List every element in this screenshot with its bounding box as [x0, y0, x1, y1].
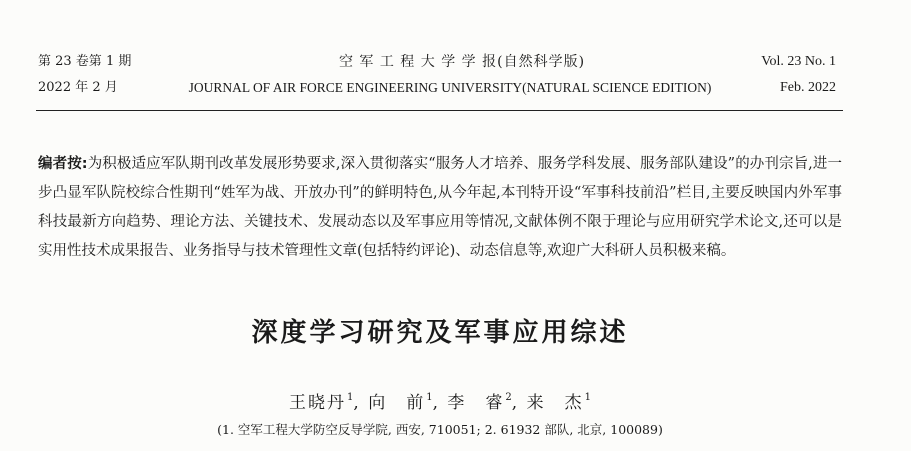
author-name: 李 睿 [447, 393, 505, 413]
author-separator: , [511, 393, 520, 413]
article-title: 深度学习研究及军事应用综述 [251, 318, 629, 348]
date-cn: 2022 年 2 月 [38, 80, 118, 95]
author-separator: , [353, 393, 361, 413]
author-affil-mark: 1 [347, 392, 354, 403]
author-affil-mark: 2 [505, 392, 512, 403]
journal-name-cn: 空 军 工 程 大 学 学 报(自然科学版) [338, 54, 586, 70]
journal-name-en: JOURNAL OF AIR FORCE ENGINEERING UNIVERSITY(NATURAL SCIENCE EDITION) [188, 80, 712, 95]
author-affil-mark: 1 [584, 392, 591, 403]
editor-note [38, 150, 842, 266]
date-en: Feb. 2022 [780, 80, 836, 95]
author-name: 王晓丹 [289, 393, 347, 413]
volume-issue-en: Vol. 23 No. 1 [761, 54, 836, 69]
editor-note-label: 编者按: [38, 156, 88, 172]
author-name: 来 杰 [526, 393, 584, 413]
header-rule [36, 110, 843, 111]
author-name: 向 前 [368, 393, 426, 413]
author-list [0, 387, 880, 414]
editor-note-text: 为积极适应军队期刊改革发展形势要求,深入贯彻落实“服务人才培养、服务学科发展、服务部队建设”的办刊宗旨,进一步凸显军队院校综合性期刊“姓军为战、开放办刊”的鲜明特色,从今年起,本刊特开设“军事科技前沿”栏目,主要反映国内外军事科技最新方向趋势、理论方法、关键技术、发展动态以及军事应用等情况,文献体例不限于理论与应用研究学术论文,还可以是实用性技术成果报告、业务指导与技术管理性文章(包括特约评论)、动态信息等,欢迎广大科研人员积极来稿。 [38, 156, 842, 259]
author-affiliations: (1. 空军工程大学防空反导学院, 西安, 710051; 2. 61932 部队, 北京, 100089) [217, 422, 663, 437]
volume-issue-cn: 第 23 卷第 1 期 [38, 54, 132, 69]
author-affil-mark: 1 [426, 392, 433, 403]
author-separator: , [432, 393, 440, 413]
